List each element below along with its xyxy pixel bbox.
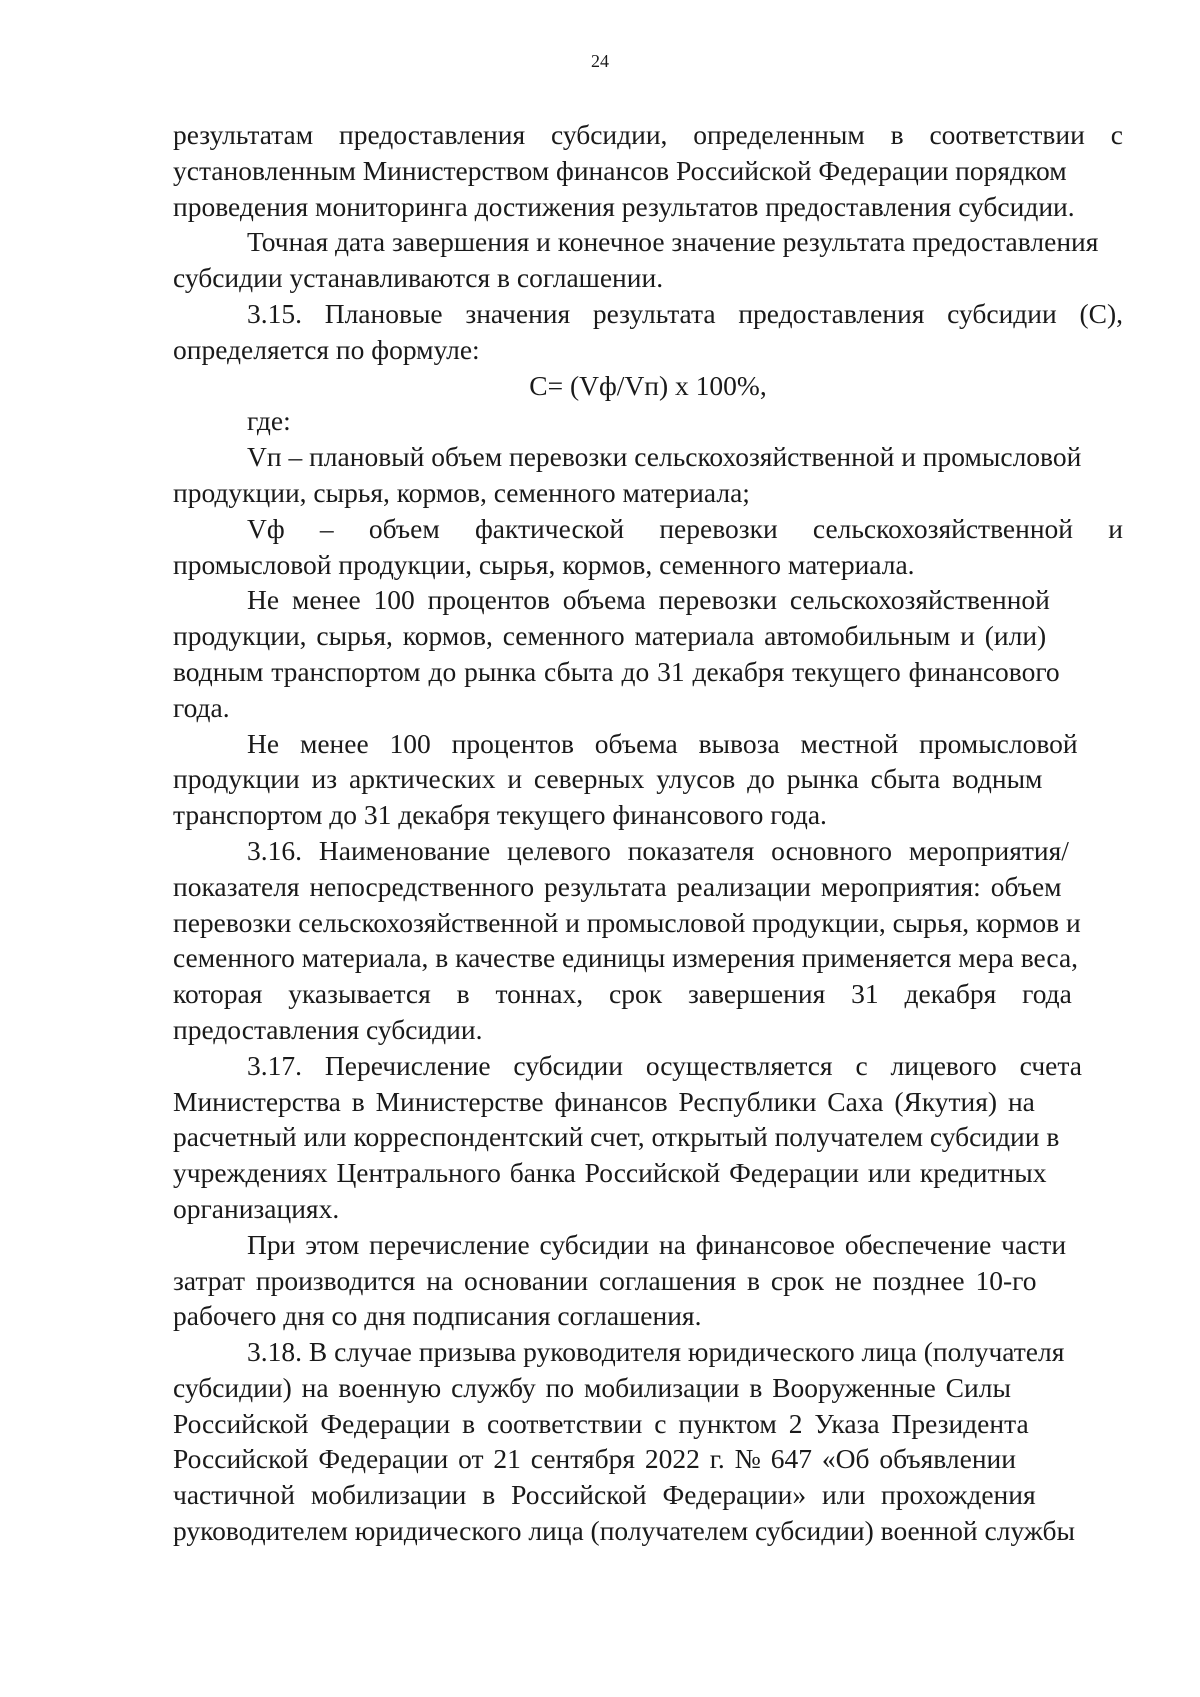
- word: соответствии: [929, 119, 1085, 150]
- text-line: При этом перечисление субсидии на финансовое обеспечение части: [247, 1228, 1067, 1260]
- text-line: субсидии) на военную службу по мобилизации в Вооруженные Силы: [173, 1371, 1011, 1403]
- page-number: 24: [591, 51, 609, 71]
- text-line: предоставления субсидии.: [173, 1013, 483, 1045]
- paragraph-3-18: [173, 1334, 1123, 1549]
- text-line: [173, 117, 1123, 153]
- text-line: Российской Федерации от 21 сентября 2022 г. № 647 «Об объявлении: [173, 1443, 1016, 1475]
- text-line: которая указывается в тоннах, срок завершения 31 декабря года: [173, 978, 1072, 1010]
- paragraph-transport-volume: [173, 582, 1123, 725]
- word: –: [319, 512, 334, 544]
- word: объем: [368, 512, 440, 544]
- word: субсидии,: [550, 119, 668, 150]
- word: сельскохозяйственной: [812, 512, 1074, 544]
- paragraph-export-volume: [173, 726, 1123, 833]
- text-line: года.: [173, 691, 230, 723]
- text-line: организациях.: [173, 1192, 340, 1224]
- text-line: Министерства в Министерстве финансов Республики Саха (Якутия) на: [173, 1085, 1035, 1117]
- text-line: Не менее 100 процентов объема вывоза местной промысловой: [247, 727, 1078, 759]
- text-line: определяется по формуле:: [173, 333, 480, 365]
- paragraph-transfer-timing: [173, 1227, 1123, 1334]
- word: предоставления: [738, 297, 925, 329]
- word: субсидии: [947, 297, 1057, 329]
- text-line: семенного материала, в качестве единицы измерения применяется мера веса,: [173, 942, 1079, 974]
- text-line: затрат производится на основании соглашения в срок не позднее 10-го: [173, 1264, 1037, 1296]
- word: определенным: [693, 119, 865, 150]
- word: перевозки: [659, 512, 778, 544]
- text-line: 3.16. Наименование целевого показателя основного мероприятия/: [247, 834, 1069, 866]
- text-line: Не менее 100 процентов объема перевозки сельскохозяйственной: [247, 584, 1050, 616]
- text-line: Российской Федерации в соответствии с пунктом 2 Указа Президента: [173, 1407, 1029, 1439]
- paragraph-3-17: [173, 1048, 1123, 1227]
- text-line: руководителем юридического лица (получателем субсидии) военной службы: [173, 1515, 1075, 1547]
- text-line: перевозки сельскохозяйственной и промысловой продукции, сырья, кормов и: [173, 906, 1081, 938]
- paragraph-monitoring: [173, 117, 1123, 224]
- text-line: расчетный или корреспондентский счет, открытый получателем субсидии в: [173, 1121, 1060, 1153]
- text-line: транспортом до 31 декабря текущего финансового года.: [173, 799, 827, 831]
- text-line: субсидии устанавливаются в соглашении.: [173, 262, 664, 294]
- paragraph-completion-date: [173, 224, 1123, 296]
- word: с: [1110, 119, 1123, 150]
- word: значения: [465, 297, 571, 329]
- text-line: промысловой продукции, сырья, кормов, семенного материала.: [173, 548, 915, 580]
- text-line: продукции, сырья, кормов, семенного материала автомобильным и (или): [173, 620, 1047, 652]
- text-line: [173, 511, 1123, 547]
- word: предоставления: [339, 119, 526, 150]
- text-line: частичной мобилизации в Российской Федерации» или прохождения: [173, 1479, 1036, 1511]
- text-line: где:: [247, 405, 291, 437]
- text-line: [173, 296, 1123, 332]
- word: и: [1108, 512, 1123, 544]
- word: фактической: [474, 512, 625, 544]
- paragraph-where: [173, 403, 1123, 439]
- text-line: Vп – плановый объем перевозки сельскохозяйственной и промысловой: [247, 441, 1082, 473]
- text-line: установленным Министерством финансов Российской Федерации порядком: [173, 154, 1067, 186]
- word: 3.15.: [247, 297, 302, 329]
- word: Vф: [247, 512, 285, 544]
- word: Плановые: [324, 297, 443, 329]
- text-line: рабочего дня со дня подписания соглашения.: [173, 1300, 702, 1332]
- document-body: [173, 117, 1123, 1549]
- paragraph-vf-definition: [173, 511, 1123, 583]
- paragraph-3-16: [173, 833, 1123, 1048]
- word: результатам: [173, 119, 314, 150]
- text-line: 3.18. В случае призыва руководителя юридического лица (получателя: [247, 1336, 1065, 1368]
- formula: С= (Vф/Vп) x 100%,: [529, 369, 767, 401]
- paragraph-vp-definition: [173, 439, 1123, 511]
- text-line: учреждениях Центрального банка Российской Федерации или кредитных: [173, 1157, 1047, 1189]
- text-line: проведения мониторинга достижения результатов предоставления субсидии.: [173, 190, 1075, 222]
- text-line: Точная дата завершения и конечное значение результата предоставления: [247, 226, 1099, 258]
- text-line: показателя непосредственного результата реализации мероприятия: объем: [173, 870, 1062, 902]
- word: (С),: [1079, 297, 1123, 329]
- text-line: 3.17. Перечисление субсидии осуществляется с лицевого счета: [247, 1049, 1082, 1081]
- text-line: водным транспортом до рынка сбыта до 31 декабря текущего финансового: [173, 655, 1060, 687]
- word: в: [890, 119, 904, 150]
- text-line: продукции из арктических и северных улусов до рынка сбыта водным: [173, 763, 1043, 795]
- word: результата: [592, 297, 716, 329]
- text-line: продукции, сырья, кормов, семенного материала;: [173, 476, 750, 508]
- paragraph-3-15: [173, 296, 1123, 368]
